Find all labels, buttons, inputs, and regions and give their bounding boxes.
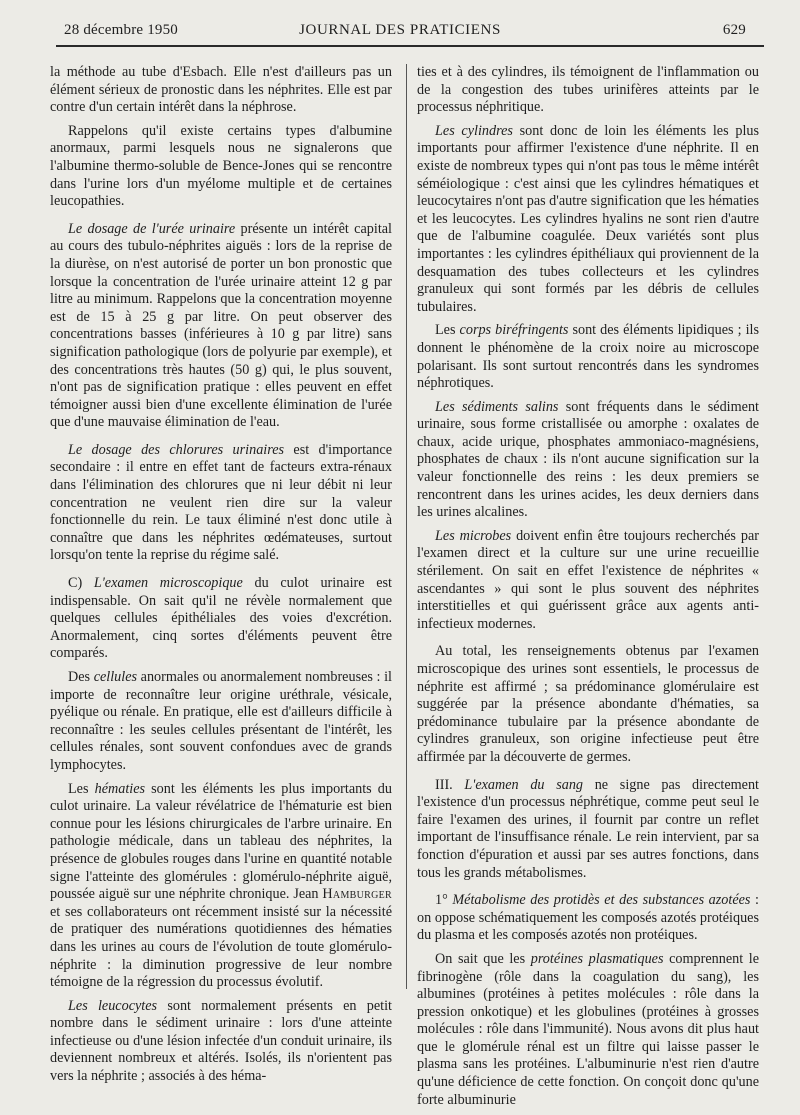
paragraph: On sait que les protéines plasmatiques comprennent le fibrinogène (rôle dans la coagulation du sang), les albumines (protéines à petites molécules : rôle dans la pression onkotique) et les globulines (protéines à grosses molécules : rôle dans l'immunité). Nous avons dit plus haut que le glomérule rénal est un filtre qui laisse passer le plasma sans les protéines. L'albuminurie n'est rien d'autre qu'une déficience de cette fonction. On conçoit donc qu'une forte albuminurie [417, 950, 759, 1108]
paragraph: III. L'examen du sang ne signe pas directement l'existence d'un processus néphrétique, comme peut seul le faire l'examen des urines, il fournit par contre un reflet important de l'insuffisance rénale. Le rein intervient, par sa fonction d'épuration et aussi par ses autres fonctions, dans tous les grands métabolismes. [417, 776, 759, 881]
paragraph: ties et à des cylindres, ils témoignent de l'inflammation ou de la congestion des tubes urinifères atteints par le processus néphritique. [417, 64, 759, 116]
paragraph: Des cellules anormales ou anormalement nombreuses : il importe de reconnaître leur origine uréthrale, vésicale, pyélique ou rénale. En pratique, elle est d'ailleurs difficile à reconnaître : les seules cellules présentant de l'intérêt, les cellules rénales, sont souvent confondues avec de grands lymphocytes. [50, 669, 392, 773]
paragraph: Le dosage de l'urée urinaire présente un intérêt capital au cours des tubulo-néphrites aiguës : lors de la reprise de la diurèse, on n'est autorisé de porter un bon pronostic que lorsque la concentration de l'urée urinaire atteint 12 g par litre au minimum. Rappelons que la concentration moyenne est de 15 à 25 g par litre. On peut observer des concentrations basses (inférieures à 10 g par litre) sans signification pathologique (lors de polyurie par exemple), et des concentrations très hautes (50 g) qui, le plus souvent, n'ont pas de signification pratique : elles peuvent en effet témoigner aussi bien d'une excellente élimination de l'urée que d'une mauvaise élimination de l'eau. [50, 220, 392, 431]
header-rule [56, 45, 764, 47]
paragraph: Le dosage des chlorures urinaires est d'importance secondaire : il entre en effet tant de facteurs extra-rénaux dans l'élimination des chlorures que ni leur débit ni leur concentration ne veulent rien dire sur la valeur fonctionnelle du rein. Le taux éliminé n'est donc utile à connaître que dans les néphrites œdémateuses, surtout lorsqu'on tente la reprise du régime salé. [50, 441, 392, 564]
header-date: 28 décembre 1950 [64, 22, 178, 38]
left-column [50, 64, 392, 1092]
paragraph: Les corps biréfringents sont des éléments lipidiques ; ils donnent le phénomène de la croix noire au microscope polarisant. Ils sont surtout rencontrés dans les syndromes néphrotiques. [417, 322, 759, 392]
paragraph: Les hématies sont les éléments les plus importants du culot urinaire. La valeur révélatrice de l'hématurie est bien connue pour les lésions chirurgicales de l'arbre urinaire. En pathologie médicale, dans un tableau des néphrites, la présence de globules rouges dans l'urine en quantité notable signe l'atteinte des glomérules : glomérulo-néphrite aiguë, poussée aiguë sur une néphrite chronique. Jean Hamburger et ses collaborateurs ont récemment insisté sur la nécessité de pratiquer des numérations quotidiennes des hématies dans les urines au cours de l'évolution de toute glomérulo-néphrite : la diminution progressive de leur nombre témoigne de la régression du processus évolutif. [50, 780, 392, 991]
header-journal-title: JOURNAL DES PRATICIENS [299, 22, 501, 38]
header-page-number: 629 [722, 22, 746, 38]
paragraph: C) L'examen microscopique du culot urinaire est indispensable. On sait qu'il ne révèle normalement que quelques cellules épithéliales des voies d'excrétion. Anormalement, cinq sortes d'éléments peuvent être comparés. [50, 575, 392, 662]
paragraph: la méthode au tube d'Esbach. Elle n'est d'ailleurs pas un élément sérieux de pronostic dans les néphrites. Elle est par contre d'un certain intérêt dans la néphrose. [50, 64, 392, 116]
paragraph: Les sédiments salins sont fréquents dans le sédiment urinaire, sous forme cristallisée ou amorphe : oxalates de chaux, acide urique, phosphates ammoniaco-magnésiens, phosphates de chaux : ils n'ont aucune signification sur la valeur fonctionnelle des reins : les deux premiers se rencontrent dans les urines acides, les deux derniers dans les urines alcalines. [417, 398, 759, 521]
paragraph: Les microbes doivent enfin être toujours recherchés par l'examen direct et la culture sur une urine recueillie stérilement. On sait en effet l'existence de néphrites « ascendantes » qui sont le plus souvent des néphrites interstitielles et qui guérissent grâce aux agents anti-infectieux modernes. [417, 527, 759, 632]
paragraph: 1° Métabolisme des protidès et des substances azotées : on oppose schématiquement les composés azotés protéiques du plasma et les composés azotés non protéiques. [417, 892, 759, 944]
paragraph: Les cylindres sont donc de loin les éléments les plus importants pour affirmer l'existence d'une néphrite. Il en existe de nombreux types qui n'ont pas tous le même intérêt séméiologique : c'est ainsi que les cylindres hématiques et leucocytaires n'ont pas d'autre signification que les hématies et les leucocytes. Les cylindres hyalins ne sont rien d'autre que de l'albumine coagulée. Deux variétés sont plus importantes : les cylindres épithéliaux qui proviennent de la desquamation des tubes collecteurs et les cylindres granuleux qui sont formés par les débris de cellules tubulaires. [417, 122, 759, 315]
paragraph: Rappelons qu'il existe certains types d'albumine anormaux, parmi lesquels nous ne signalerons que l'albumine thermo-soluble de Bence-Jones qui se rencontre dans l'urine lors d'un myélome multiple et de certaines leucopathies. [50, 122, 392, 210]
column-divider [406, 64, 407, 989]
paragraph: Les leucocytes sont normalement présents en petit nombre dans le sédiment urinaire : lors d'une atteinte infectieuse ou d'une lésion infectée d'un conduit urinaire, ils deviennent nombreux et altérés. Isolés, ils n'orientent pas vers la néphrite ; associés à des héma- [50, 997, 392, 1085]
author-name: Hamburger [322, 886, 392, 903]
paragraph: Au total, les renseignements obtenus par l'examen microscopique des urines sont essentiels, le processus de néphrite est affirmé ; sa prédominance glomérulaire est suggérée par la présence abondante d'hématies, sa prédominance tubulaire par la présence abondante de cylindres granuleux, son origine infectieuse peut être affirmée par la découverte de germes. [417, 643, 759, 765]
right-column [417, 64, 759, 1115]
